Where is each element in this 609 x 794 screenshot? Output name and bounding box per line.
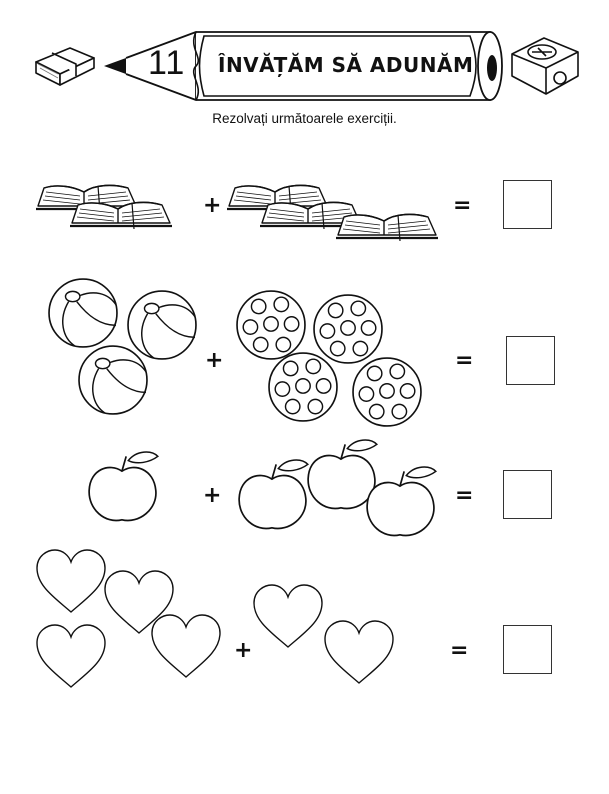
ball-icon (78, 345, 148, 415)
ball-icon (352, 357, 422, 427)
page-title: ÎNVĂȚĂM SĂ ADUNĂM (218, 53, 474, 77)
heart-icon (35, 548, 107, 614)
apple-icon (86, 450, 160, 524)
equals-sign: = (455, 348, 474, 373)
book-icon (70, 193, 174, 229)
ball-icon (48, 278, 118, 348)
heart-icon (35, 623, 107, 689)
answer-box[interactable] (506, 336, 555, 385)
plus-sign: + (203, 193, 222, 218)
apple-icon (236, 458, 310, 532)
apple-icon (364, 465, 438, 539)
book-icon (336, 205, 440, 241)
page-number: 11 (148, 44, 186, 82)
ball-icon (236, 290, 306, 360)
answer-box[interactable] (503, 470, 552, 519)
heart-icon (323, 619, 395, 685)
equals-sign: = (455, 483, 474, 508)
equals-sign: = (453, 193, 472, 218)
instruction-text: Rezolvați următoarele exerciții. (212, 111, 397, 126)
heart-icon (150, 613, 222, 679)
equals-sign: = (450, 638, 469, 663)
ball-icon (268, 352, 338, 422)
answer-box[interactable] (503, 180, 552, 229)
heart-icon (252, 583, 324, 649)
plus-sign: + (234, 638, 253, 663)
sharpener-icon (508, 32, 582, 98)
answer-box[interactable] (503, 625, 552, 674)
plus-sign: + (205, 348, 224, 373)
eraser-icon (30, 40, 102, 86)
plus-sign: + (203, 483, 222, 508)
